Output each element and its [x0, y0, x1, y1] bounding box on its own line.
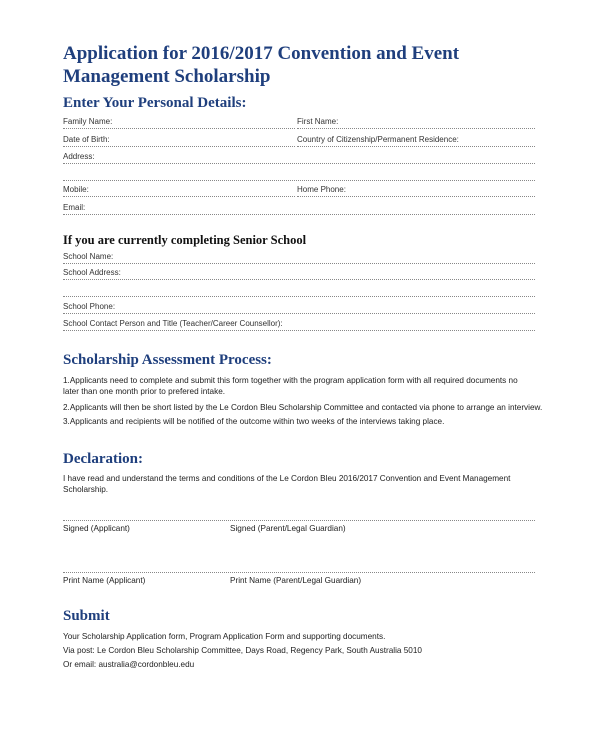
family-name-field[interactable]	[63, 128, 295, 129]
school-name-field[interactable]	[63, 263, 535, 264]
signed-guardian-label: Signed (Parent/Legal Guardian)	[230, 524, 346, 533]
school-phone-label: School Phone:	[63, 302, 116, 311]
signed-applicant-label: Signed (Applicant)	[63, 524, 130, 533]
home-phone-label: Home Phone:	[297, 185, 346, 194]
school-address-label: School Address:	[63, 268, 121, 277]
declaration-heading: Declaration:	[63, 451, 143, 467]
school-address-field-line-2[interactable]	[63, 296, 535, 297]
print-name-line[interactable]	[63, 572, 535, 573]
signature-line[interactable]	[63, 520, 535, 521]
personal-details-heading: Enter Your Personal Details:	[63, 95, 247, 111]
country-field[interactable]	[297, 146, 535, 147]
submit-heading: Submit	[63, 608, 110, 624]
declaration-text: I have read and understand the terms and conditions of the Le Cordon Bleu 2016/2017 Convention and Event Management Scholarship.	[63, 474, 511, 494]
address-field-line-2[interactable]	[63, 180, 535, 181]
print-applicant-label: Print Name (Applicant)	[63, 576, 146, 585]
school-phone-field[interactable]	[63, 313, 535, 314]
print-guardian-label: Print Name (Parent/Legal Guardian)	[230, 576, 362, 585]
school-name-label: School Name:	[63, 252, 114, 261]
home-phone-field[interactable]	[297, 196, 535, 197]
senior-school-heading: If you are currently completing Senior School	[63, 233, 307, 247]
country-label: Country of Citizenship/Permanent Residence:	[297, 135, 459, 144]
dob-label: Date of Birth:	[63, 135, 110, 144]
mobile-label: Mobile:	[63, 185, 89, 194]
dob-field[interactable]	[63, 146, 295, 147]
first-name-field[interactable]	[297, 128, 535, 129]
submit-line-3: Or email: australia@cordonbleu.edu	[63, 660, 195, 669]
assessment-item-3: 3.Applicants and recipients will be notified of the outcome within two weeks of the interviews taking place.	[63, 417, 445, 426]
first-name-label: First Name:	[297, 117, 339, 126]
address-label: Address:	[63, 152, 95, 161]
submit-line-1: Your Scholarship Application form, Program Application Form and supporting documents.	[63, 632, 386, 641]
school-contact-label: School Contact Person and Title (Teacher/Career Counsellor):	[63, 319, 283, 328]
assessment-heading: Scholarship Assessment Process:	[63, 352, 272, 368]
school-address-field[interactable]	[63, 279, 535, 280]
email-label: Email:	[63, 203, 86, 212]
family-name-label: Family Name:	[63, 117, 113, 126]
email-field[interactable]	[63, 214, 535, 215]
assessment-item-1: 1.Applicants need to complete and submit this form together with the program application form with all required documents no later than one month prior to prefered intake.	[63, 376, 518, 396]
mobile-field[interactable]	[63, 196, 295, 197]
school-contact-field[interactable]	[63, 330, 535, 331]
document-title: Application for 2016/2017 Convention and Event Management Scholarship	[63, 43, 460, 87]
assessment-item-2: 2.Applicants will then be short listed by the Le Cordon Bleu Scholarship Committee and contacted via phone to arrange an interview.	[63, 403, 543, 412]
address-field[interactable]	[63, 163, 535, 164]
submit-line-2: Via post: Le Cordon Bleu Scholarship Committee, Days Road, Regency Park, South Australia 5010	[63, 646, 422, 655]
